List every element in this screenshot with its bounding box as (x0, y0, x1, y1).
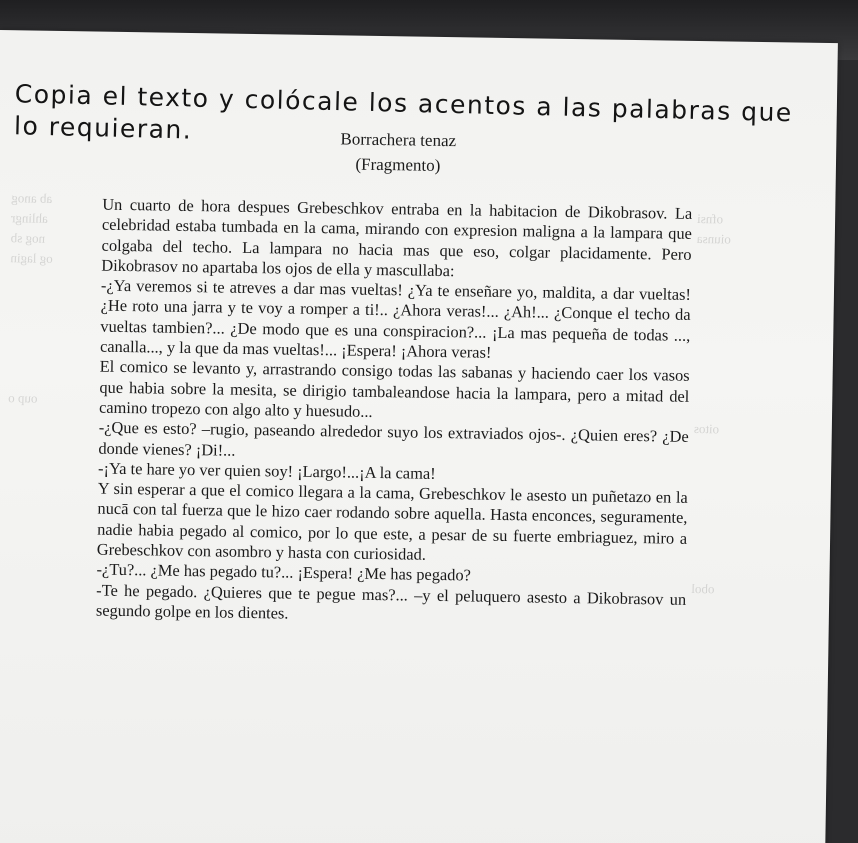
bleed-through-mark: ofnsi (697, 210, 724, 227)
paragraph-6: Y sin esperar a que el comico llegara a la cama, Grebeschkov le asesto un puñetazo en la nucā con tal fuerza que le hizo caer rodando sobre aquella. Hasta enconces, seguramente, nadie habia pegado al comico, por lo que este, a pesar de su fuerte embriaguez, miro a Grebeschkov con asombro y hasta con curiosidad. (96, 478, 688, 564)
document-subtitle: (Fragmento) (355, 154, 441, 175)
bleed-through-mark: ahlingr (10, 210, 48, 226)
paragraph-8: -Te he pegado. ¿Quieres que te pegue mas?... –y el peluquero asesto a Dikobrasov un segundo golpe en los dientes. (95, 580, 687, 623)
bleed-through-mark: obol (691, 580, 715, 597)
bleed-through-mark: ab anog (11, 190, 53, 206)
bleed-through-mark: oiunsa (696, 230, 731, 247)
handwritten-instruction: Copia el texto y colócale los acentos a las palabras que lo requieran. (13, 79, 803, 145)
paragraph-4: -¿Que es esto? –rugio, paseando alrededor suyo los extraviados ojos-. ¿Quien eres? ¿De donde vienes? ¡Di!... (98, 417, 689, 460)
paragraph-3: El comico se levanto y, arrastrando consigo todas las sabanas y haciendo caer los vasos que habia sobre la mesita, se dirigio tambaleandose hacia la lampara, pero a mitad del camino tropezo con algo alto y huesudo... (98, 356, 690, 421)
paper-sheet (0, 30, 838, 843)
document-title: Borrachera tenaz (340, 129, 457, 151)
bleed-through-mark: oup o (8, 390, 38, 406)
paragraph-5: -¡Ya te hare yo ver quien soy! ¡Largo!...¡A la cama! (97, 458, 436, 483)
bleed-through-mark: oitos (693, 420, 720, 437)
body-text (96, 195, 693, 630)
bleed-through-mark: nog sb (10, 230, 46, 246)
paragraph-7: -¿Tu?... ¿Me has pegado tu?... ¡Espera! ¿Me has pegado? (96, 559, 472, 585)
paragraph-1: Un cuarto de hora despues Grebeschkov entraba en la habitacion de Dikobrasov. La celebridad estaba tumbada en la cama, mirando con expresion maligna a la lampara que colgaba del techo. La lampara no hacia mas que eso, colgar placidamente. Pero Dikobrasov no apartaba los ojos de ella y mascullaba: (101, 194, 693, 281)
bleed-through-mark: og lagin (10, 250, 53, 266)
paragraph-2: -¿Ya veremos si te atreves a dar mas vueltas! ¿Ya te enseñare yo, maldita, a dar vueltas! ¿He roto una jarra y te voy a romper a ti!.. ¿Ahora veras!... ¿Ah!... ¿Conque el techo da vueltas tambien?... ¿De modo que es una conspiracion?... ¡La mas pequeña de todas ..., canalla..., y la que da mas vueltas!... ¡Espera! ¡Ahora veras! (99, 275, 692, 362)
